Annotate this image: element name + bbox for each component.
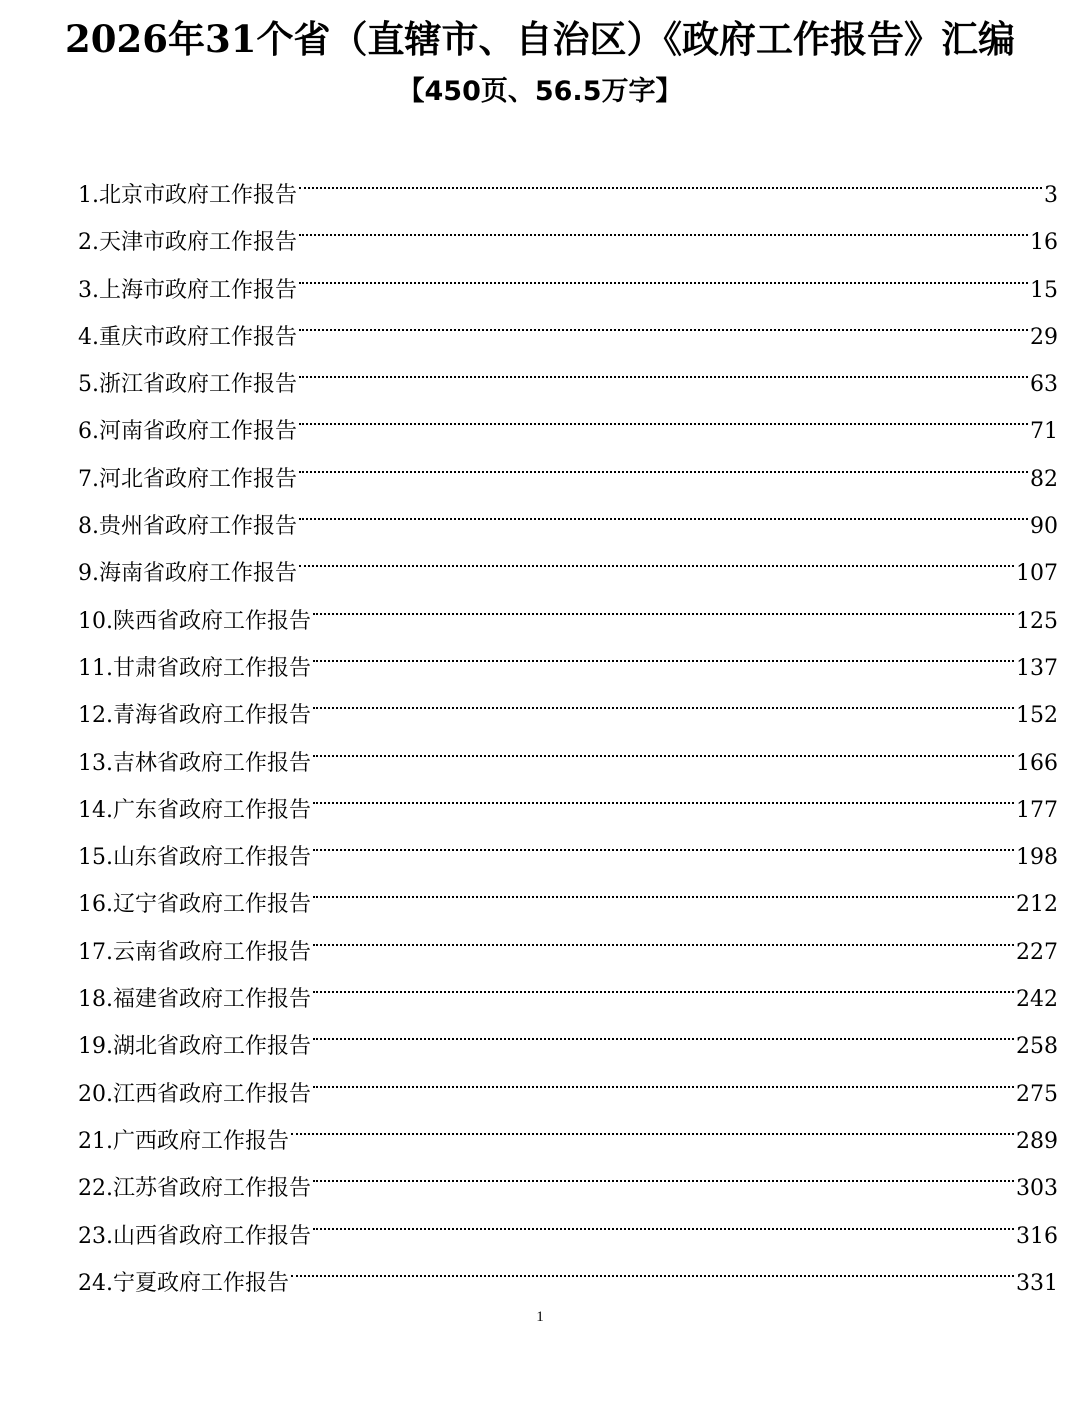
toc-entry-page: 258 (1016, 1034, 1058, 1060)
toc-entry-page: 303 (1016, 1176, 1058, 1202)
dot-leader (313, 959, 1014, 1006)
toc-entry-label: 23.山西省政府工作报告 (78, 1223, 311, 1249)
dot-leader (313, 675, 1014, 722)
dot-leader (313, 770, 1014, 817)
document-title: 2026年31个省（直辖市、自治区）《政府工作报告》汇编 (65, 17, 1015, 61)
toc-entry-label: 18.福建省政府工作报告 (78, 987, 311, 1013)
document-subtitle: 【450页、56.5万字】 (397, 76, 683, 107)
dot-leader (299, 533, 1014, 580)
toc-entry-label: 21.广西政府工作报告 (78, 1128, 289, 1154)
dot-leader (299, 486, 1028, 533)
toc-entry-page: 212 (1016, 892, 1058, 918)
toc-entry-page: 289 (1016, 1128, 1058, 1154)
toc-entry-label: 1.北京市政府工作报告 (78, 183, 297, 208)
toc-entry-page: 29 (1030, 324, 1058, 350)
toc-entry-page: 3 (1044, 183, 1058, 208)
toc-entry-label: 24.宁夏政府工作报告 (78, 1270, 289, 1296)
dot-leader (299, 344, 1028, 391)
dot-leader (313, 912, 1014, 959)
toc-entry[interactable] (78, 155, 1058, 208)
toc-entry-label: 11.甘肃省政府工作报告 (78, 655, 311, 681)
dot-leader (313, 628, 1014, 675)
dot-leader (313, 1054, 1014, 1101)
toc-entry-label: 13.吉林省政府工作报告 (78, 750, 311, 776)
dot-leader (313, 817, 1014, 864)
toc-entry-label: 5.浙江省政府工作报告 (78, 372, 297, 398)
toc-entry-label: 7.河北省政府工作报告 (78, 466, 297, 492)
dot-leader (299, 202, 1028, 249)
toc-entry-page: 15 (1030, 277, 1058, 303)
toc-entry-page: 71 (1030, 419, 1058, 445)
dot-leader (313, 864, 1014, 911)
table-of-contents (78, 155, 1058, 1296)
toc-entry-label: 15.山东省政府工作报告 (78, 845, 311, 871)
dot-leader (299, 250, 1028, 297)
toc-entry-label: 17.云南省政府工作报告 (78, 939, 311, 965)
toc-entry-page: 198 (1016, 845, 1058, 871)
dot-leader (299, 439, 1028, 486)
toc-entry-label: 2.天津市政府工作报告 (78, 230, 297, 256)
toc-entry-page: 227 (1016, 939, 1058, 965)
toc-entry-page: 177 (1016, 797, 1058, 823)
toc-entry-page: 137 (1016, 655, 1058, 681)
toc-entry-label: 20.江西省政府工作报告 (78, 1081, 311, 1107)
toc-entry-label: 4.重庆市政府工作报告 (78, 324, 297, 350)
toc-entry-label: 19.湖北省政府工作报告 (78, 1034, 311, 1060)
dot-leader (313, 1196, 1014, 1243)
dot-leader (299, 391, 1028, 438)
toc-entry-page: 125 (1016, 608, 1058, 634)
toc-entry-page: 63 (1030, 372, 1058, 398)
page-number: 1 (536, 1309, 544, 1325)
toc-entry-page: 82 (1030, 466, 1058, 492)
toc-entry-label: 8.贵州省政府工作报告 (78, 514, 297, 540)
toc-entry-page: 275 (1016, 1081, 1058, 1107)
toc-entry-label: 16.辽宁省政府工作报告 (78, 892, 311, 918)
dot-leader (291, 1243, 1014, 1290)
toc-entry-page: 316 (1016, 1223, 1058, 1249)
dot-leader (313, 723, 1014, 770)
dot-leader (299, 155, 1042, 202)
toc-entry-label: 6.河南省政府工作报告 (78, 419, 297, 445)
toc-entry-label: 22.江苏省政府工作报告 (78, 1176, 311, 1202)
dot-leader (291, 1101, 1014, 1148)
toc-entry-page: 16 (1030, 230, 1058, 256)
toc-entry-page: 166 (1016, 750, 1058, 776)
dot-leader (313, 1006, 1014, 1053)
dot-leader (313, 581, 1014, 628)
toc-entry-page: 90 (1030, 514, 1058, 540)
toc-entry-page: 152 (1016, 703, 1058, 729)
toc-entry-label: 10.陕西省政府工作报告 (78, 608, 311, 634)
dot-leader (299, 297, 1028, 344)
toc-entry-label: 3.上海市政府工作报告 (78, 277, 297, 303)
toc-entry-page: 331 (1016, 1270, 1058, 1296)
toc-entry-label: 9.海南省政府工作报告 (78, 561, 297, 587)
toc-entry-label: 14.广东省政府工作报告 (78, 797, 311, 823)
toc-entry-label: 12.青海省政府工作报告 (78, 703, 311, 729)
toc-entry-page: 242 (1016, 987, 1058, 1013)
toc-entry-page: 107 (1016, 561, 1058, 587)
dot-leader (313, 1148, 1014, 1195)
